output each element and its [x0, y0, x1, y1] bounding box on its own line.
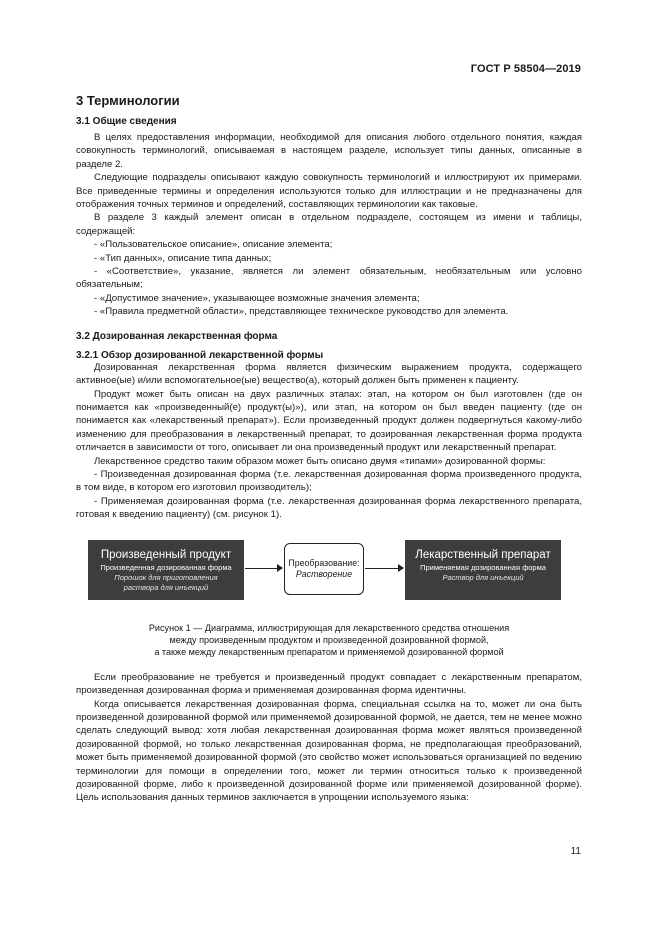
paragraph: В целях предоставления информации, необходимой для описания любого отдельного понятия, каждая совокупность терминологий, описываемая в настоящем разделе, использует типы данных, описанные в разделе 2. [76, 132, 582, 170]
caption-line: Рисунок 1 — Диаграмма, иллюстрирующая для лекарственного средства отношения [148, 622, 510, 633]
section-title: 3 Терминологии [76, 93, 180, 108]
medicinal-product-box [405, 540, 561, 600]
manufactured-dose-form-label: Произведенная дозированная форма [100, 562, 232, 572]
subsection-3-2-title: 3.2 Дозированная лекарственная форма [76, 330, 278, 342]
administrable-dose-form-label: Применяемая дозированная форма [420, 562, 546, 572]
list-item: - «Правила предметной области», представляющее техническое руководство для элемента. [94, 306, 509, 318]
list-item: - «Соответствие», указание, является ли элемент обязательным, необязательным или условно обязательным; [76, 266, 582, 291]
manufactured-product-title: Произведенный продукт [100, 548, 232, 561]
subsection-3-2-1-title: 3.2.1 Обзор дозированной лекарственной формы [76, 349, 324, 361]
paragraph: Когда описывается лекарственная дозированная форма, специальная ссылка на то, может ли она быть произведенной дозированной формой или применяемой дозированной формой, не дается, тем не менее можно сделать следующий вывод: хотя любая лекарственная дозированная форма может являться произведенной дозированной формой, но только лекарственная дозированная форма, не предполагающая преобразований, может быть применяемой дозированной формой (это свойство может использоваться организацией по ведению терминологии для помощи в определении того, может ли термин относиться только к произведенной дозированной форме, либо к произведенной дозированной форме или применяемой дозированной форме). Цель использования данных терминов заключается в упрощении используемого языка: [76, 698, 582, 804]
paragraph: Дозированная лекарственная форма является физическим выражением продукта, содержащего активное(ые) и/или вспомогательное(ые) вещество(а), который должен быть применен к пациенту. [76, 361, 582, 387]
list-item: - «Тип данных», описание типа данных; [94, 252, 272, 264]
page-content [76, 93, 582, 805]
paragraph: Продукт может быть описан на двух различных этапах: этап, на котором он был изготовлен (где он понимается как «произведенный(е) продукт(ы)»), или этап, на котором он был введен пациенту (где он понимается как «лекарственный препарат»). Если произведенный продукт должен подвергнуться какому-либо изменению для преобразования в лекарственный препарат, то дозированная лекарственная форма продукта отличается в зависимости от того, описывает ли она произведенный продукт или лекарственный препарат. [76, 388, 582, 454]
page-number: 11 [570, 846, 581, 857]
transformation-box [284, 543, 364, 595]
manufactured-product-box [88, 540, 244, 600]
transformation-label: Преобразование: [288, 557, 360, 568]
manufactured-dose-form-value-2: раствора для инъекций [123, 582, 209, 592]
figure-caption [76, 622, 582, 659]
paragraph: Следующие подразделы описывают каждую совокупность терминологий и иллюстрируют их примерами. Все приведенные термины и определения используются только для иллюстрации и не предназначены для отображения точных терминов и определений, составляющих терминологии как таковые. [76, 172, 582, 211]
manufactured-dose-form-value-1: Порошок для приготовления [114, 572, 218, 582]
figure-diagram [88, 540, 576, 602]
arrow-to-transformation [245, 568, 282, 569]
list-item: - Применяемая дозированная форма (т.е. лекарственная дозированная форма лекарственного препарата, готовая к введению пациенту) (см. рисунок 1). [76, 495, 582, 521]
paragraph: Лекарственное средство таким образом может быть описано двумя «типами» дозированной формы: [94, 455, 546, 467]
transformation-value: Растворение [295, 568, 353, 579]
list-item: - «Пользовательское описание», описание элемента; [94, 239, 333, 251]
caption-line: а также между лекарственным препаратом и применяемой дозированной формой [154, 647, 504, 658]
administrable-dose-form-value: Раствор для инъекций [442, 572, 524, 582]
paragraph: Если преобразование не требуется и произведенный продукт совпадает с лекарственным препаратом, произведенная дозированная форма и применяемая дозированная форма идентичны. [76, 671, 582, 697]
list-item: - Произведенная дозированная форма (т.е. лекарственная дозированная форма произведенного продукта, в том виде, в котором его изготовил производитель); [76, 468, 582, 494]
paragraph: В разделе 3 каждый элемент описан в отдельном подразделе, состоящем из имени и таблицы, содержащей: [76, 212, 582, 237]
list-item: - «Допустимое значение», указывающее возможные значения элемента; [94, 292, 420, 304]
arrow-to-medicinal-product [365, 568, 403, 569]
caption-line: между произведенным продуктом и произведенной дозированной формой, [169, 634, 489, 645]
medicinal-product-title: Лекарственный препарат [415, 548, 551, 561]
subsection-3-1-title: 3.1 Общие сведения [76, 116, 177, 127]
standard-number: ГОСТ Р 58504—2019 [470, 63, 581, 75]
